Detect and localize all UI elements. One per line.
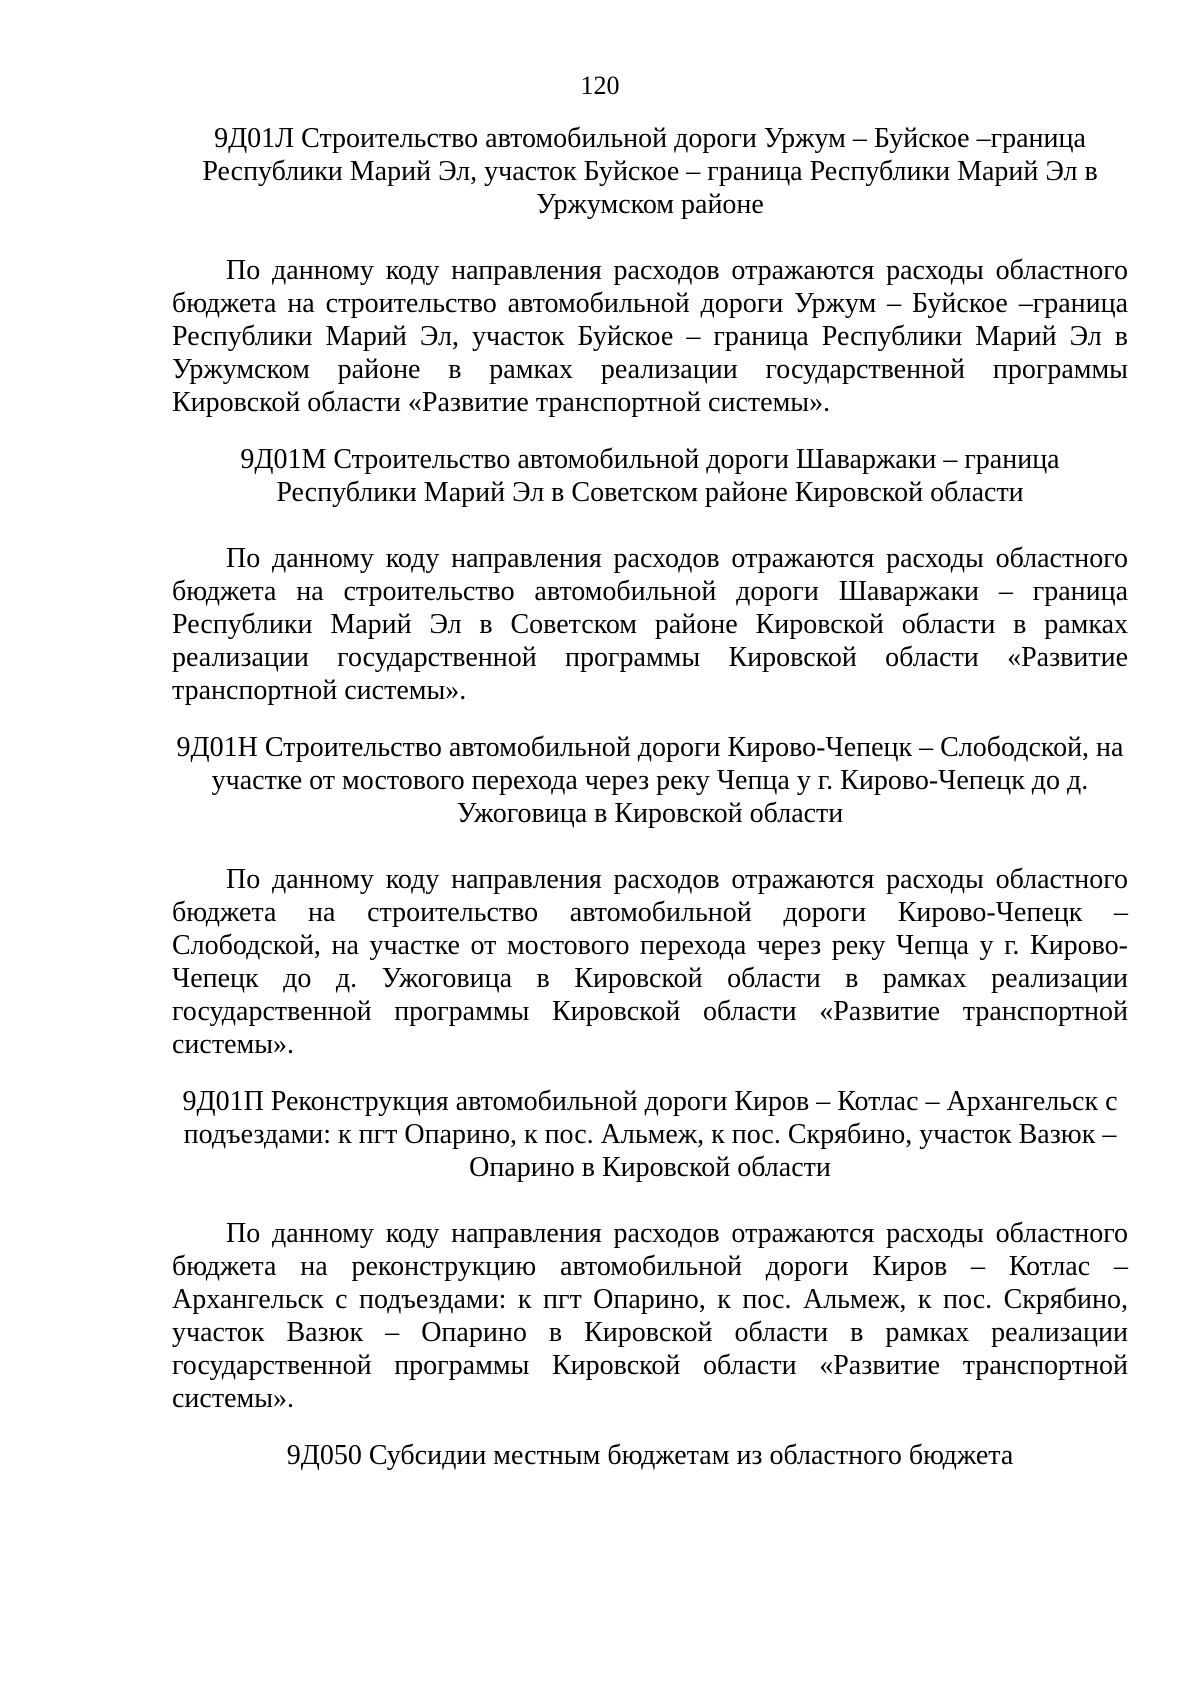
section-paragraph: По данному коду направления расходов отражаются расходы областного бюджета на строительство автомобильной дороги Шаваржаки – граница Республики Марий Эл в Советском районе Кировской области в рамках реализации государственной программы Кировской области «Развитие транспортной системы». bbox=[172, 543, 1128, 706]
section-9d01l bbox=[172, 122, 1128, 443]
section-paragraph: По данному коду направления расходов отражаются расходы областного бюджета на строительство автомобильной дороги Уржум – Буйское –граница Республики Марий Эл, участок Буйское – граница Республики Марий Эл в Уржумском районе в рамках реализации государственной программы Кировской области «Развитие транспортной системы». bbox=[172, 255, 1128, 418]
section-heading: 9Д01П Реконструкция автомобильной дороги Киров – Котлас – Архангельск с подъездами: к пгт Опарино, к пос. Альмеж, к пос. Скрябино, участок Вазюк – Опарино в Кировской области bbox=[182, 1086, 1118, 1183]
section-paragraph: По данному коду направления расходов отражаются расходы областного бюджета на реконструкцию автомобильной дороги Киров – Котлас – Архангельск с подъездами: к пгт Опарино, к пос. Альмеж, к пос. Скрябино, участок Вазюк – Опарино в Кировской области в рамках реализации государственной программы Кировской области «Развитие транспортной системы». bbox=[172, 1218, 1128, 1414]
page-number: 120 bbox=[580, 71, 620, 100]
section-9d01m bbox=[172, 443, 1128, 731]
section-9d01n bbox=[172, 731, 1128, 1085]
section-heading: 9Д01Н Строительство автомобильной дороги Кирово-Чепецк – Слободской, на участке от мостового перехода через реку Чепца у г. Кирово-Чепецк до д. Ужоговица в Кировской области bbox=[176, 732, 1124, 829]
section-heading: 9Д01М Строительство автомобильной дороги Шаваржаки – граница Республики Марий Эл в Советском районе Кировской области bbox=[240, 444, 1060, 508]
section-9d050 bbox=[172, 1439, 1128, 1472]
section-heading: 9Д01Л Строительство автомобильной дороги Уржум – Буйское –граница Республики Марий Эл, участок Буйское – граница Республики Марий Эл в Уржумском районе bbox=[202, 123, 1098, 220]
document-body bbox=[172, 122, 1128, 1472]
section-heading: 9Д050 Субсидии местным бюджетам из областного бюджета bbox=[286, 1440, 1014, 1471]
section-paragraph: По данному коду направления расходов отражаются расходы областного бюджета на строительство автомобильной дороги Кирово-Чепецк – Слободской, на участке от мостового перехода через реку Чепца у г. Кирово-Чепецк до д. Ужоговица в Кировской области в рамках реализации государственной программы Кировской области «Развитие транспортной системы». bbox=[172, 864, 1128, 1060]
section-9d01p bbox=[172, 1085, 1128, 1439]
